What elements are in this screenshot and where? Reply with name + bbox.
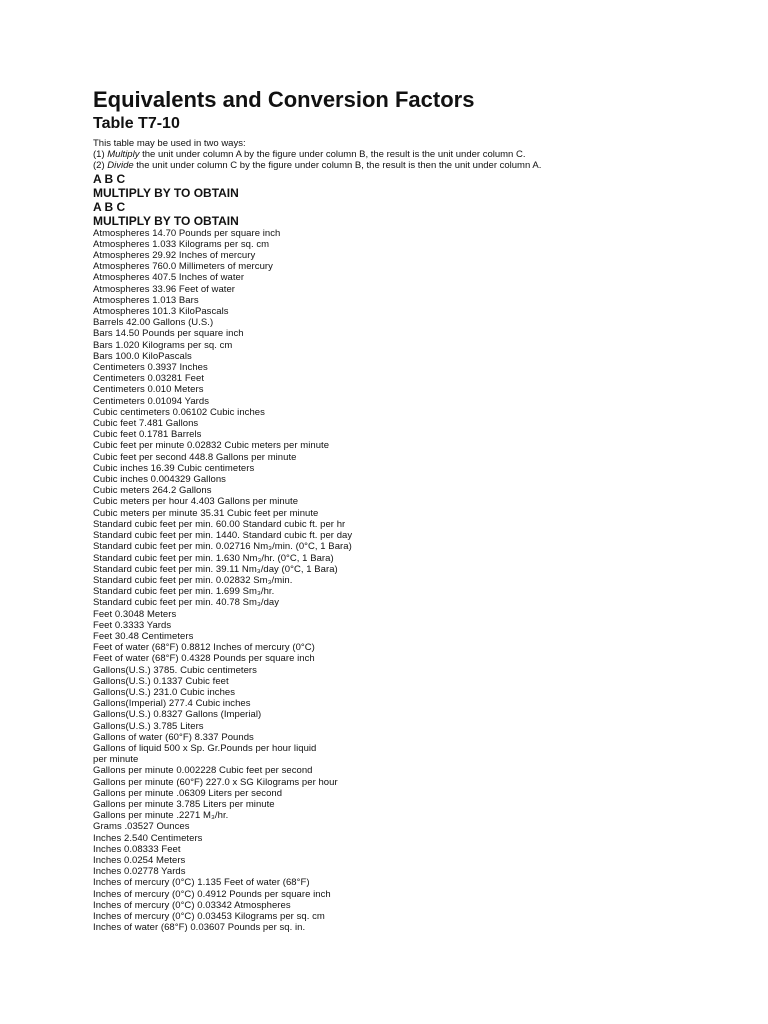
table-row: Cubic meters 264.2 Gallons <box>93 485 212 497</box>
column-letters: A B C <box>93 199 126 214</box>
table-row: Standard cubic feet per min. 0.02716 Nm₃/min. (0°C, 1 Bara) <box>93 541 352 553</box>
table-row: Gallons per minute 0.002228 Cubic feet per second <box>93 765 313 777</box>
table-row: Inches 0.02778 Yards <box>93 866 186 878</box>
table-row: Cubic feet per second 448.8 Gallons per minute <box>93 451 297 463</box>
intro-line-2-emphasis: Multiply <box>107 149 140 161</box>
table-row: Barrels 42.00 Gallons (U.S.) <box>93 317 214 329</box>
intro-line-1: This table may be used in two ways: <box>93 138 246 149</box>
intro-line-3-prefix: (2) <box>93 160 108 172</box>
table-row: Standard cubic feet per min. 1440. Standard cubic ft. per day <box>93 530 353 542</box>
document-page <box>93 86 753 933</box>
table-row: Cubic centimeters 0.06102 Cubic inches <box>93 406 265 418</box>
table-row: Gallons(Imperial) 277.4 Cubic inches <box>93 698 251 710</box>
table-row: Cubic meters per minute 35.31 Cubic feet per minute <box>93 507 319 519</box>
table-row: Inches 0.0254 Meters <box>93 854 186 866</box>
table-row: Gallons(U.S.) 0.1337 Cubic feet <box>93 675 229 687</box>
table-row: Atmospheres 101.3 KiloPascals <box>93 306 229 318</box>
table-row: Centimeters 0.010 Meters <box>93 384 204 396</box>
table-row: Gallons of liquid 500 x Sp. Gr.Pounds per hour liquid <box>93 742 317 754</box>
table-row: Inches of mercury (0°C) 1.135 Feet of water (68°F) <box>93 877 310 889</box>
table-row: Inches of mercury (0°C) 0.03342 Atmospheres <box>93 899 291 911</box>
table-row: Gallons per minute .2271 M₃/hr. <box>93 810 229 822</box>
table-row: Standard cubic feet per min. 40.78 Sm₃/day <box>93 597 280 609</box>
table-row: Inches of water (68°F) 0.03607 Pounds per sq. in. <box>93 922 306 934</box>
column-headers-2 <box>93 200 753 228</box>
table-row: Gallons per minute .06309 Liters per second <box>93 787 283 799</box>
table-row: Cubic inches 16.39 Cubic centimeters <box>93 462 255 474</box>
table-row: Cubic feet per minute 0.02832 Cubic meters per minute <box>93 440 330 452</box>
column-letters: A B C <box>93 171 126 186</box>
table-row: Inches 2.540 Centimeters <box>93 832 203 844</box>
intro-line-3-emphasis: Divide <box>107 160 134 172</box>
table-row: Centimeters 0.3937 Inches <box>93 362 208 374</box>
table-id: Table T7-10 <box>93 115 180 132</box>
table-row: Atmospheres 14.70 Pounds per square inch <box>93 227 281 239</box>
intro-line-3 <box>93 160 753 171</box>
table-row: Standard cubic feet per min. 1.699 Sm₃/hr. <box>93 586 275 598</box>
table-row: Cubic feet 0.1781 Barrels <box>93 429 202 441</box>
intro-line-3-rest: the unit under column C by the figure under column B, the result is then the unit under column A. <box>133 160 542 172</box>
table-row: Feet 0.3048 Meters <box>93 608 177 620</box>
table-row: Cubic feet 7.481 Gallons <box>93 418 199 430</box>
conversion-table <box>93 228 753 934</box>
table-row: Atmospheres 760.0 Millimeters of mercury <box>93 261 273 273</box>
intro-line-2-prefix: (1) <box>93 149 108 161</box>
table-row: Gallons(U.S.) 3.785 Liters <box>93 720 204 732</box>
table-row: Atmospheres 1.033 Kilograms per sq. cm <box>93 238 270 250</box>
page-title: Equivalents and Conversion Factors <box>93 87 475 112</box>
table-row: Inches of mercury (0°C) 0.03453 Kilograms per sq. cm <box>93 911 325 922</box>
table-row: Bars 100.0 KiloPascals <box>93 350 192 362</box>
table-row: Centimeters 0.03281 Feet <box>93 373 205 385</box>
table-row: Gallons of water (60°F) 8.337 Pounds <box>93 731 254 743</box>
table-row: Standard cubic feet per min. 39.11 Nm₃/day (0°C, 1 Bara) <box>93 563 338 575</box>
table-row: Inches of mercury (0°C) 0.4912 Pounds per square inch <box>93 888 331 900</box>
column-operation: MULTIPLY BY TO OBTAIN <box>93 185 239 200</box>
intro-line-2 <box>93 149 753 160</box>
table-row: Grams .03527 Ounces <box>93 821 190 833</box>
intro-text <box>93 138 753 172</box>
table-row: Gallons per minute 3.785 Liters per minute <box>93 798 275 810</box>
table-row: Feet of water (68°F) 0.4328 Pounds per square inch <box>93 653 315 665</box>
table-row: Cubic inches 0.004329 Gallons <box>93 474 226 486</box>
table-row: Atmospheres 29.92 Inches of mercury <box>93 250 256 262</box>
column-operation: MULTIPLY BY TO OBTAIN <box>93 213 239 228</box>
table-row: Feet 0.3333 Yards <box>93 619 172 631</box>
table-row: per minute <box>93 754 139 766</box>
table-row: Cubic meters per hour 4.403 Gallons per minute <box>93 496 299 508</box>
table-row: Gallons(U.S.) 3785. Cubic centimeters <box>93 664 257 676</box>
table-row: Atmospheres 33.96 Feet of water <box>93 283 236 295</box>
table-row: Gallons per minute (60°F) 227.0 x SG Kilograms per hour <box>93 776 338 788</box>
table-row: Feet 30.48 Centimeters <box>93 630 194 642</box>
table-row: Gallons(U.S.) 0.8327 Gallons (Imperial) <box>93 709 262 721</box>
table-row: Bars 14.50 Pounds per square inch <box>93 328 244 340</box>
table-row: Bars 1.020 Kilograms per sq. cm <box>93 339 233 351</box>
table-row: Centimeters 0.01094 Yards <box>93 395 210 407</box>
table-row: Atmospheres 407.5 Inches of water <box>93 272 245 284</box>
table-row: Standard cubic feet per min. 60.00 Standard cubic ft. per hr <box>93 518 346 530</box>
table-row: Standard cubic feet per min. 1.630 Nm₃/hr. (0°C, 1 Bara) <box>93 552 334 564</box>
table-row: Gallons(U.S.) 231.0 Cubic inches <box>93 686 236 698</box>
table-row: Atmospheres 1.013 Bars <box>93 294 199 306</box>
table-row: Standard cubic feet per min. 0.02832 Sm₃/min. <box>93 574 293 586</box>
intro-line-2-rest: the unit under column A by the figure under column B, the result is the unit under column C. <box>139 149 526 161</box>
table-row: Feet of water (68°F) 0.8812 Inches of mercury (0°C) <box>93 642 315 654</box>
column-headers-1 <box>93 172 753 200</box>
table-row: Inches 0.08333 Feet <box>93 843 181 855</box>
